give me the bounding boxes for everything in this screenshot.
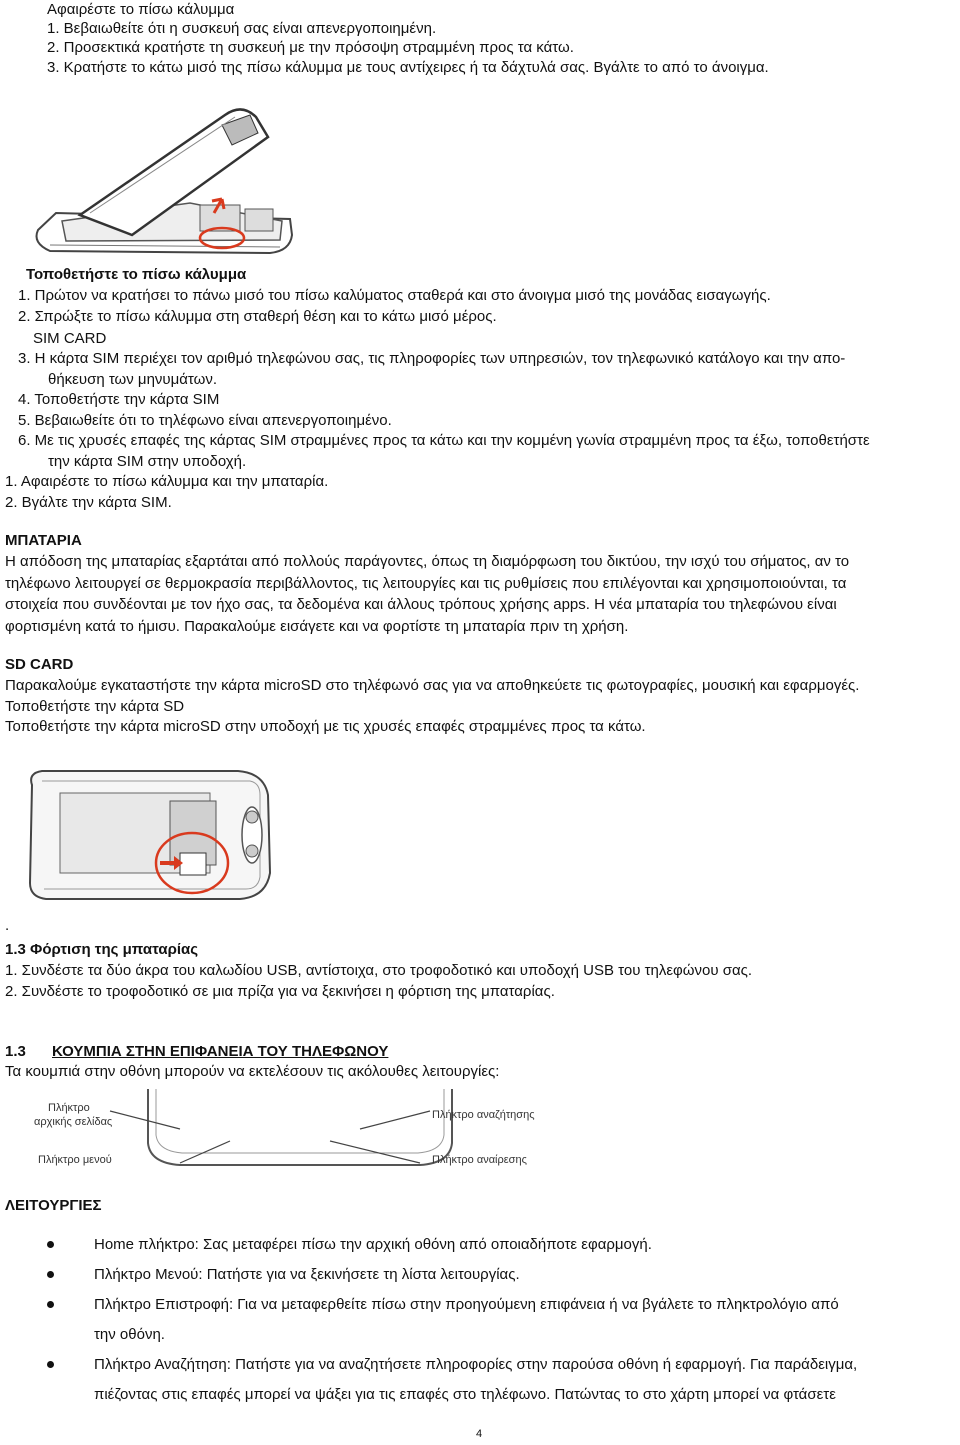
buttons-section-number: 1.3 xyxy=(5,1043,26,1060)
battery-line-2: τηλέφωνο λειτουργεί σε θερμοκρασία περιβάλλοντος, τις λειτουργίες και τις ρυθμίσεις που επιλέγονται και χρησιμοποιούνται, τα xyxy=(5,575,847,592)
sd-card-line-3: Τοποθετήστε την κάρτα microSD στην υποδοχή με τις χρυσές επαφές στραμμένες προς τα κάτω. xyxy=(5,718,646,735)
bullet-icon xyxy=(47,1241,54,1248)
remove-cover-title: Αφαιρέστε το πίσω κάλυμμα xyxy=(47,1,235,18)
install-cover-line-2: 2. Σπρώξτε το πίσω κάλυμμα στη σταθερή θέση και το κάτω μισό μέρος. xyxy=(18,308,497,325)
battery-line-3: στοιχεία που συνδέονται με τον ήχο σας, τα δεδομένα και άλλους τρόπους χρήσης apps. Η νέα μπαταρία του τηλεφώνου είναι xyxy=(5,596,837,613)
sim-remove-step-1: 1. Αφαιρέστε το πίσω κάλυμμα και την μπαταρία. xyxy=(5,473,329,490)
diagram-label-menu: Πλήκτρο μενού xyxy=(38,1154,112,1166)
sim-line-3-cont: θήκευση των μηνυμάτων. xyxy=(48,371,218,388)
charging-line-1: 1. Συνδέστε τα δύο άκρα του καλωδίου USB, αντίστοιχα, στο τροφοδοτικό και υποδοχή USB του τηλεφώνου σας. xyxy=(5,962,753,979)
bullet-icon xyxy=(47,1301,54,1308)
sd-card-line-2: Τοποθετήστε την κάρτα SD xyxy=(5,698,185,715)
battery-line-1: Η απόδοση της μπαταρίας εξαρτάται από πολλούς παράγοντες, όπως τη διαμόρφωση του δικτύου, την ισχύ του σήματος, αν το xyxy=(5,553,850,570)
battery-heading: ΜΠΑΤΑΡΙΑ xyxy=(5,532,82,549)
remove-cover-illustration xyxy=(20,95,320,270)
diagram-label-options-2: αρχικής σελίδας xyxy=(34,1116,113,1128)
sim-line-6-cont: την κάρτα SIM στην υποδοχή. xyxy=(48,453,247,470)
page-number: 4 xyxy=(476,1428,483,1440)
buttons-section-intro: Τα κουμπιά στην οθόνη μπορούν να εκτελέσουν τις ακόλουθες λειτουργίες: xyxy=(5,1063,500,1080)
function-search: Πλήκτρο Αναζήτηση: Πατήστε για να αναζητήσετε πληροφορίες στην παρούσα οθόνη ή εφαρμογή. Για παράδειγμα, xyxy=(94,1356,858,1373)
diagram-label-options-1: Πλήκτρο xyxy=(48,1102,90,1114)
sd-card-illustration xyxy=(20,765,280,905)
charging-heading: 1.3 Φόρτιση της μπαταρίας xyxy=(5,941,199,958)
functions-heading: ΛΕΙΤΟΥΡΓΙΕΣ xyxy=(5,1197,102,1214)
sd-card-line-1: Παρακαλούμε εγκαταστήστε την κάρτα microSD στο τηλέφωνό σας για να αποθηκεύετε τις φωτογραφίες, μουσική και εφαρμογές. xyxy=(5,677,860,694)
sim-line-6: 6. Με τις χρυσές επαφές της κάρτας SIM στραμμένες προς τα κάτω και την κομμένη γωνία στραμμένη προς τα έξω, τοποθετήστε xyxy=(18,432,870,449)
function-menu: Πλήκτρο Μενού: Πατήστε για να ξεκινήσετε τη λίστα λειτουργίας. xyxy=(94,1266,520,1283)
sim-card-label: SIM CARD xyxy=(33,330,107,347)
bullet-icon xyxy=(47,1361,54,1368)
remove-cover-step-2: 2. Προσεκτικά κρατήστε τη συσκευή με την πρόσοψη στραμμένη προς τα κάτω. xyxy=(47,39,574,56)
sim-line-4: 4. Τοποθετήστε την κάρτα SIM xyxy=(18,391,220,408)
function-back: Πλήκτρο Επιστροφή: Για να μεταφερθείτε πίσω στην προηγούμενη επιφάνεια ή να βγάλετε το πληκτρολόγιο από xyxy=(94,1296,839,1313)
function-search-cont: πιέζοντας στις επαφές μπορεί να ψάξει για τις επαφές στο τηλέφωνο. Πατώντας το στο χάρτη μπορεί να φτάσετε xyxy=(94,1386,836,1403)
sim-remove-step-2: 2. Βγάλτε την κάρτα SIM. xyxy=(5,494,172,511)
sd-card-heading: SD CARD xyxy=(5,656,74,673)
battery-line-4: φορτισμένη κατά το ήμισυ. Παρακαλούμε εισάγετε και να φορτίστε τη μπαταρία πριν τη χρήση. xyxy=(5,618,629,635)
function-home: Home πλήκτρο: Σας μεταφέρει πίσω την αρχική οθόνη από οποιαδήποτε εφαρμογή. xyxy=(94,1236,652,1253)
sim-line-5: 5. Βεβαιωθείτε ότι το τηλέφωνο είναι απενεργοποιημένο. xyxy=(18,412,392,429)
bullet-icon xyxy=(47,1271,54,1278)
buttons-section-heading: ΚΟΥΜΠΙΑ ΣΤΗΝ ΕΠΙΦΑΝΕΙΑ ΤΟΥ ΤΗΛΕΦΩΝΟΥ xyxy=(52,1043,389,1060)
sim-line-3: 3. Η κάρτα SIM περιέχει τον αριθμό τηλεφώνου σας, τις πληροφορίες των υπηρεσιών, τον τηλεφωνικό κατάλογο και την απο- xyxy=(18,350,846,367)
diagram-label-search: Πλήκτρο αναζήτησης xyxy=(432,1109,535,1121)
remove-cover-step-1: 1. Βεβαιωθείτε ότι η συσκευή σας είναι απενεργοποιημένη. xyxy=(47,20,437,37)
stray-dot: . xyxy=(5,917,10,934)
charging-line-2: 2. Συνδέστε το τροφοδοτικό σε μια πρίζα για να ξεκινήσει η φόρτιση της μπαταρίας. xyxy=(5,983,555,1000)
function-back-cont: την οθόνη. xyxy=(94,1326,165,1343)
remove-cover-step-3: 3. Κρατήστε το κάτω μισό της πίσω κάλυμμα με τους αντίχειρες ή τα δάχτυλά σας. Βγάλτε το από το άνοιγμα. xyxy=(47,59,769,76)
install-cover-line-1: 1. Πρώτον να κρατήσει το πάνω μισό του πίσω καλύματος σταθερά και στο άνοιγμα μισό της μονάδας εισαγωγής. xyxy=(18,287,771,304)
diagram-label-back: Πλήκτρο αναίρεσης xyxy=(432,1154,527,1166)
install-cover-title: Τοποθετήστε το πίσω κάλυμμα xyxy=(26,266,247,283)
